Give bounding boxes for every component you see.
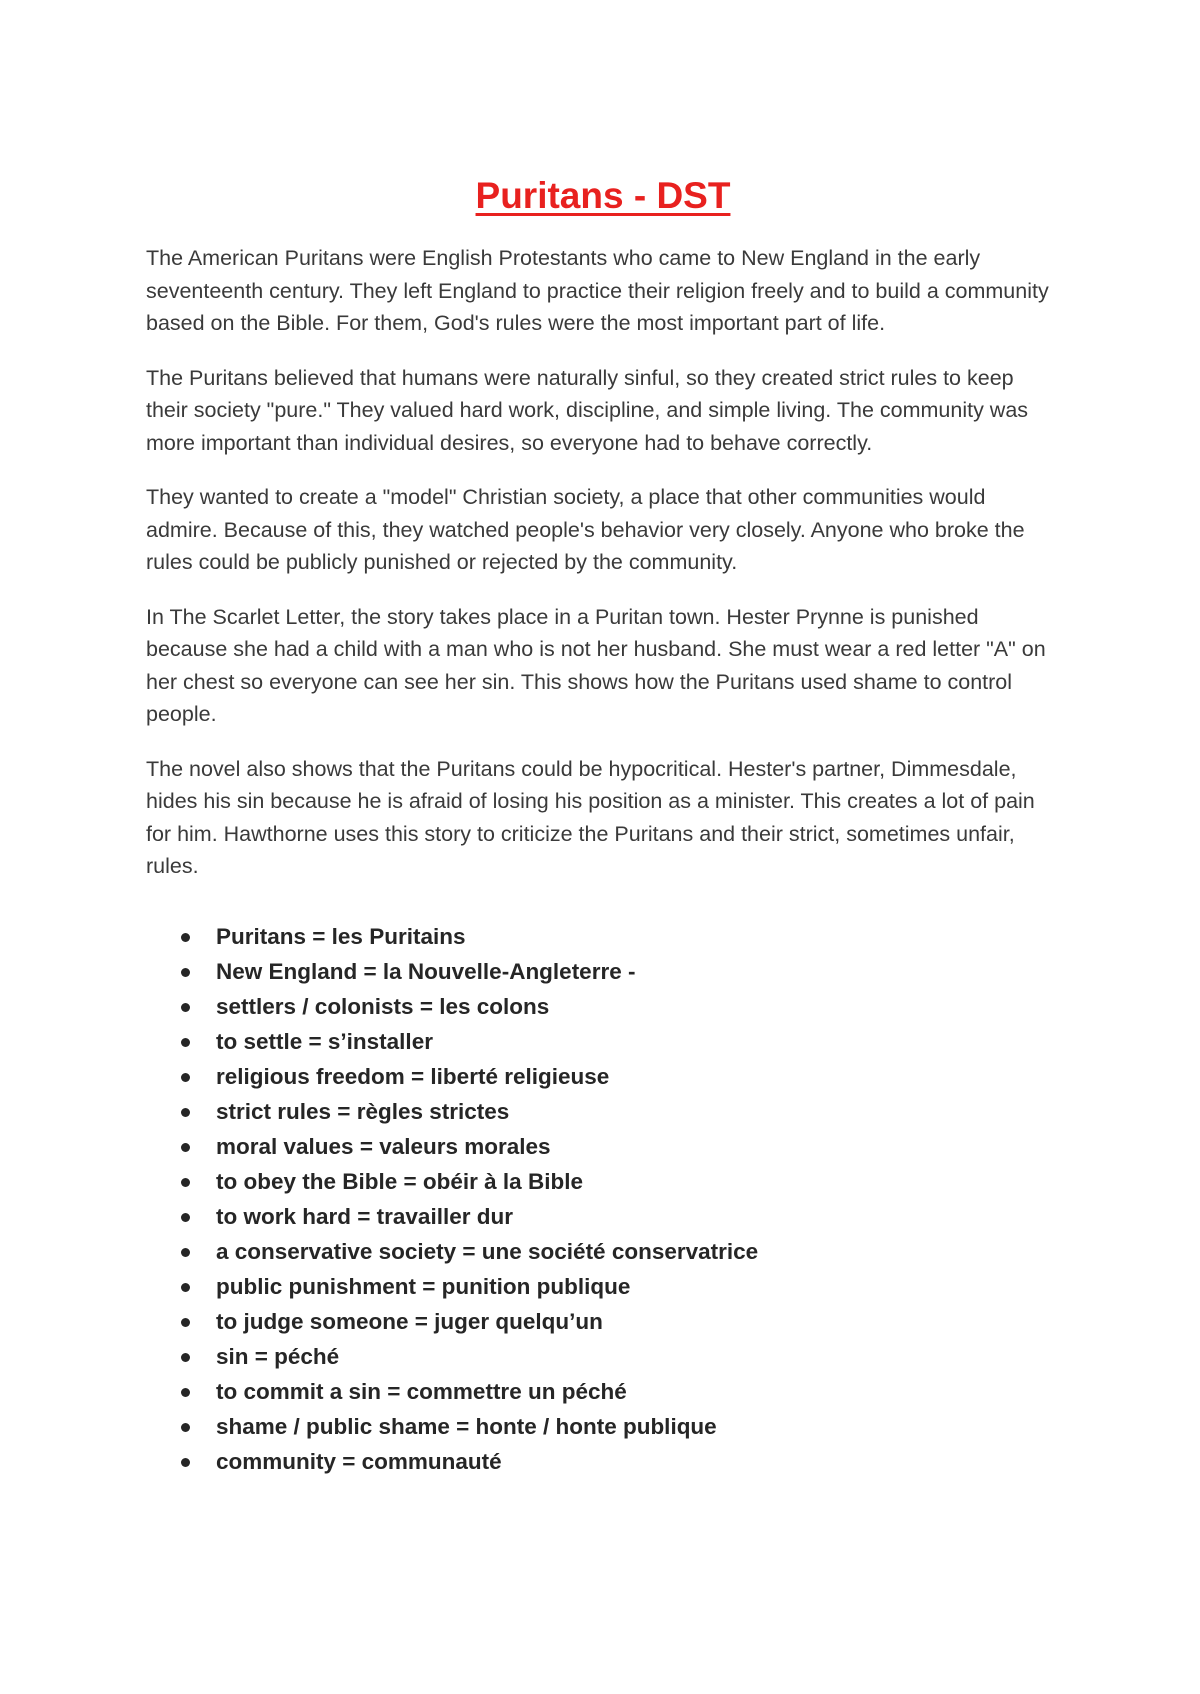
list-item [181,989,1060,1024]
paragraph-hypocrisy: The novel also shows that the Puritans could be hypocritical. Hester's partner, Dimmesdale, hides his sin because he is afraid of losing his position as a minister. This creates a lot of pain for him. Hawthorne uses this story to criticize the Puritans and their strict, sometimes unfair, rules. [146,756,1035,878]
list-item [181,919,1060,954]
vocab-text: Puritans = les Puritains [216,923,466,949]
vocab-text: to judge someone = juger quelqu’un [216,1308,603,1334]
bullet-icon [181,1423,190,1432]
paragraph-beliefs: The Puritans believed that humans were naturally sinful, so they created strict rules to keep their society "pure." They valued hard work, discipline, and simple living. The community was more important than individual desires, so everyone had to behave correctly. [146,365,1029,455]
list-item [181,1234,1060,1269]
vocab-text: religious freedom = liberté religieuse [216,1063,610,1089]
paragraph-intro: The American Puritans were English Protestants who came to New England in the early seventeenth century. They left England to practice their religion freely and to build a community based on the Bible. For them, God's rules were the most important part of life. [146,246,1049,335]
bullet-icon [181,1248,190,1257]
list-item [181,1374,1060,1409]
list-item [181,1304,1060,1339]
list-item [181,1129,1060,1164]
list-item [181,1409,1060,1444]
bullet-icon [181,1388,190,1397]
vocab-text: a conservative society = une société conservatrice [216,1238,759,1264]
bullet-icon [181,1038,190,1047]
list-item [181,1339,1060,1374]
list-item [181,1269,1060,1304]
vocab-text: moral values = valeurs morales [216,1133,551,1159]
bullet-icon [181,1318,190,1327]
bullet-icon [181,1108,190,1117]
list-item [181,1199,1060,1234]
list-item [181,1094,1060,1129]
paragraph-scarlet-letter: In The Scarlet Letter, the story takes place in a Puritan town. Hester Prynne is punished because she had a child with a man who is not her husband. She must wear a red letter "A" on her chest so everyone can see her sin. This shows how the Puritans used shame to control people. [146,604,1046,726]
bullet-icon [181,1143,190,1152]
vocab-text: sin = péché [216,1343,340,1369]
bullet-icon [181,1178,190,1187]
vocab-text: New England = la Nouvelle-Angleterre - [216,958,636,984]
bullet-icon [181,1003,190,1012]
bullet-icon [181,1213,190,1222]
list-item [181,1444,1060,1479]
bullet-icon [181,933,190,942]
bullet-icon [181,1353,190,1362]
bullet-icon [181,968,190,977]
paragraph-model-society: They wanted to create a "model" Christian society, a place that other communities would admire. Because of this, they watched people's behavior very closely. Anyone who broke the rules could be publicly punished or rejected by the community. [146,485,1025,574]
bullet-icon [181,1283,190,1292]
vocab-text: community = communauté [216,1448,502,1474]
vocab-text: to commit a sin = commettre un péché [216,1378,627,1404]
bullet-icon [181,1458,190,1467]
list-item [181,1059,1060,1094]
vocab-text: to work hard = travailler dur [216,1203,513,1229]
vocab-text: settlers / colonists = les colons [216,993,550,1019]
list-item [181,1024,1060,1059]
vocab-text: to obey the Bible = obéir à la Bible [216,1168,583,1194]
bullet-icon [181,1073,190,1082]
document-title: Puritans - DST [475,175,731,216]
list-item [181,954,1060,989]
vocabulary-list [146,919,1060,1479]
vocab-text: strict rules = règles strictes [216,1098,510,1124]
vocab-text: shame / public shame = honte / honte publique [216,1413,717,1439]
list-item [181,1164,1060,1199]
vocab-text: to settle = s’installer [216,1028,433,1054]
vocab-text: public punishment = punition publique [216,1273,631,1299]
